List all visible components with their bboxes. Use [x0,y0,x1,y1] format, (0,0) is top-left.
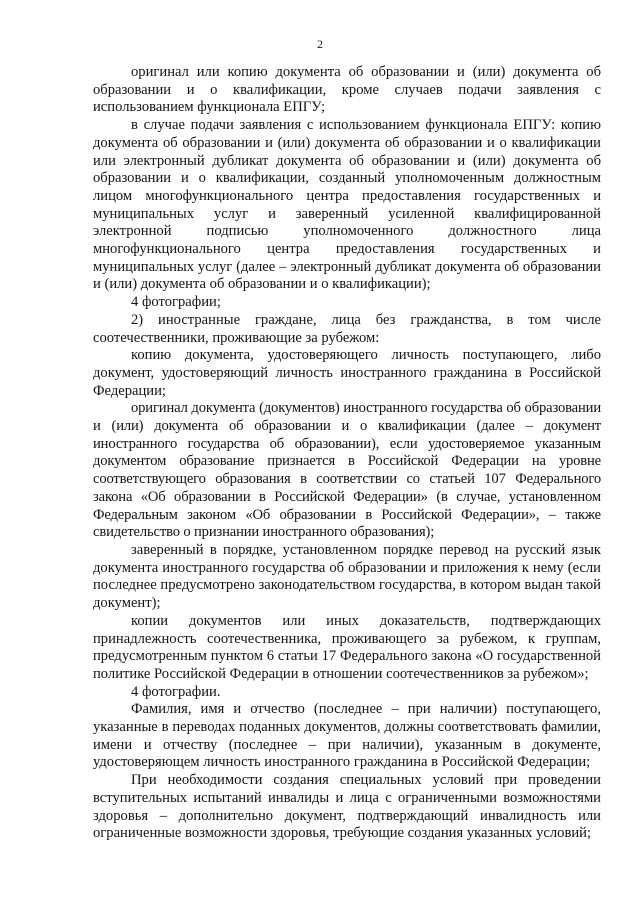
document-body [93,64,601,843]
paragraph-foreign-citizens: 2) иностранные граждане, лица без гражданства, в том числе соотечественники, проживающие за рубежом: [93,311,601,346]
paragraph-photos-foreign: 4 фотографии. [131,683,221,700]
paragraph-foreign-education-document: оригинал документа (документов) иностранного государства об образовании и (или) документа об образовании и о квалификации (далее – документ иностранного государства об образовании), если удостоверяемое указанным документом образование признается в Российской Федерации на уровне соответствующего образования в соответствии со статьей 107 Федерального закона «Об образовании в Российской Федерации» (в случае, установленном Федеральным законом «Об образовании в Российской Федерации», – также свидетельство о признании иностранного образования); [93,400,601,541]
paragraph-epgu-electronic-duplicate: в случае подачи заявления с использованием функционала ЕПГУ: копию документа об образовании и (или) документа об образовании и о квалификации или электронный дубликат документа об образовании и (или) документа об образовании и о квалификации, созданный уполномоченным должностным лицом многофункционального центра предоставления государственных и муниципальных услуг и заверенный усиленной квалифицированной электронной подписью уполномоченного должностного лица многофункционального центра предоставления государственных и муниципальных услуг (далее – электронный дубликат документа об образовании и (или) документа об образовании и о квалификации); [93,117,601,293]
paragraph-identity-document: копию документа, удостоверяющего личность поступающего, либо документ, удостоверяющий личность иностранного гражданина в Российской Федерации; [93,347,601,399]
page-number: 2 [317,37,323,51]
paragraph-name-matching: Фамилия, имя и отчество (последнее – при наличии) поступающего, указанные в переводах поданных документов, должны соответствовать фамилии, имени и отчеству (последнее – при наличии), указанным в документе, удостоверяющем личность иностранного гражданина в Российской Федерации; [93,701,601,771]
paragraph-special-conditions: При необходимости создания специальных условий при проведении вступительных испытаний инвалиды и лица с ограниченными возможностями здоровья – дополнительно документ, подтверждающий инвалидность или ограниченные возможности здоровья, требующие создания указанных условий; [93,772,601,842]
paragraph-photos: 4 фотографии; [131,294,221,311]
paragraph-certified-translation: заверенный в порядке, установленном порядке перевод на русский язык документа иностранного государства об образовании и приложения к нему (если последнее предусмотрено законодательством государства, в котором выдан такой документ); [93,541,601,612]
paragraph-compatriot-evidence: копии документов или иных доказательств, подтверждающих принадлежность соотечественника, проживающего за рубежом, к группам, предусмотренным пунктом 6 статьи 17 Федерального закона «О государственной политике Российской Федерации в отношении соотечественников за рубежом»; [93,612,601,682]
paragraph-original-education-document: оригинал или копию документа об образовании и (или) документа об образовании и о квалификации, кроме случаев подачи заявления с использованием функционала ЕПГУ; [93,64,601,116]
